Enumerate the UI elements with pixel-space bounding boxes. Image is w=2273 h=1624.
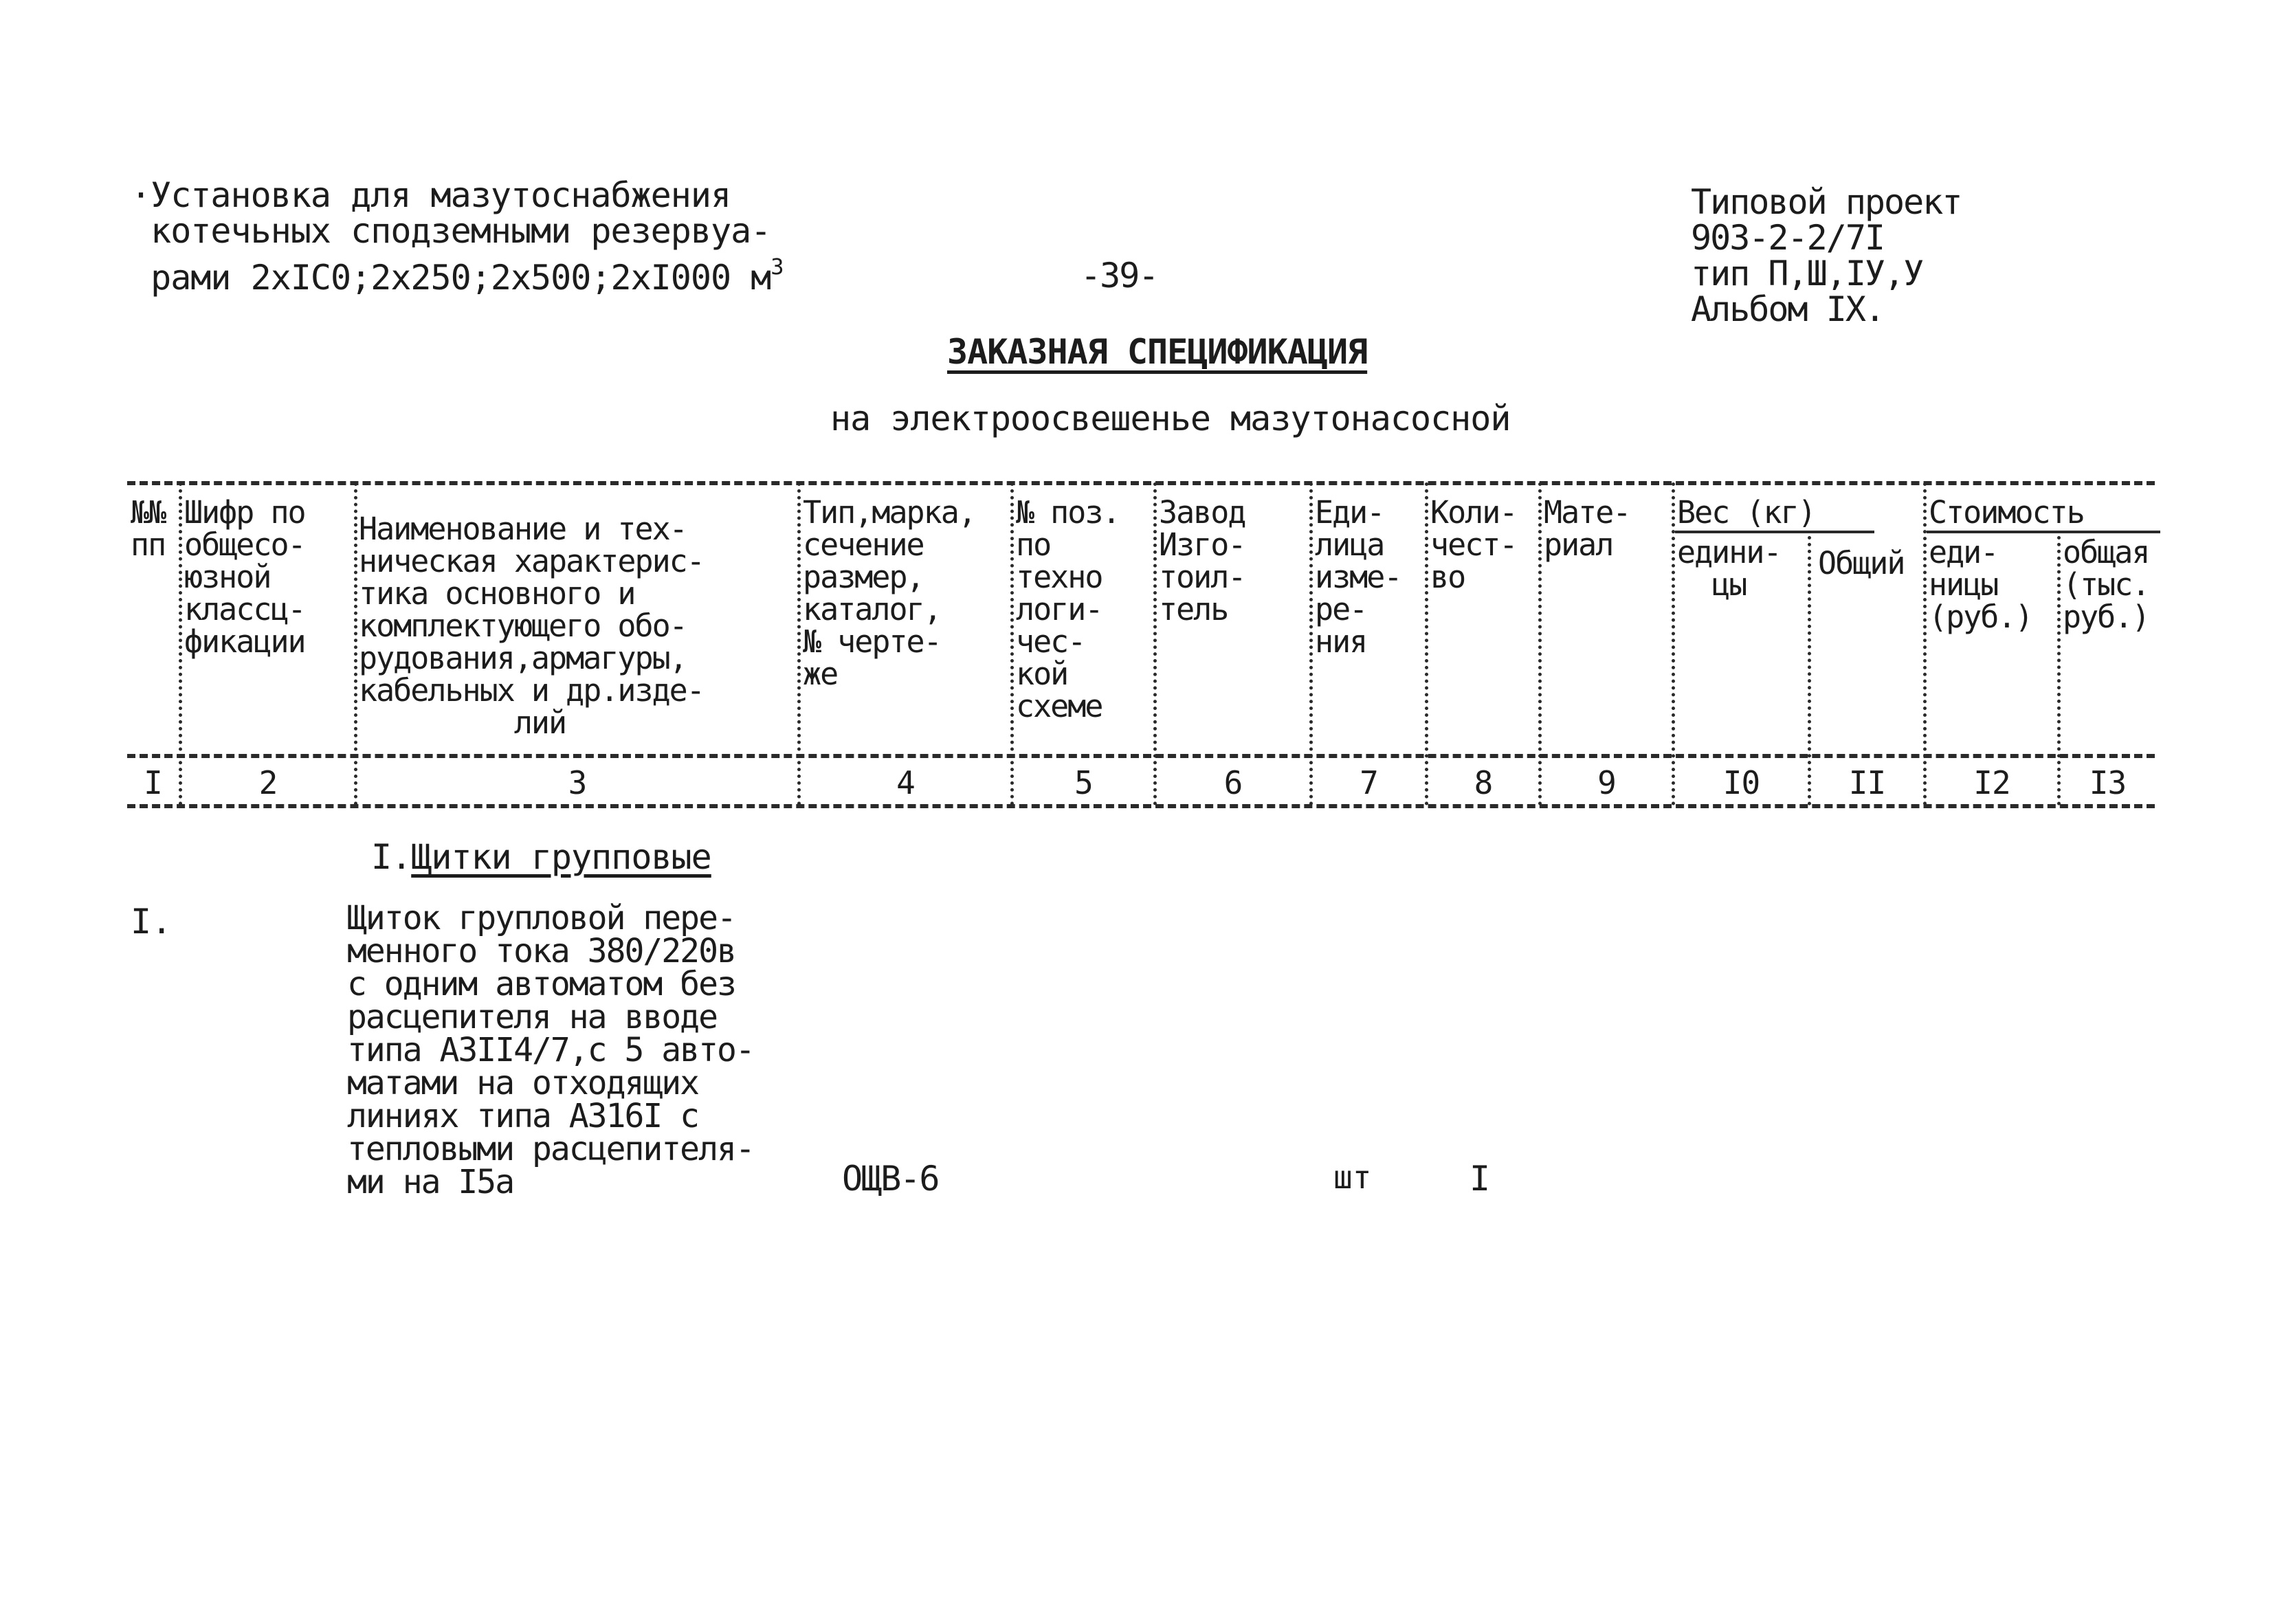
col-separator-2 <box>354 482 357 805</box>
col-separator-9 <box>1672 482 1675 805</box>
header-cost-unit: еди- ницы (руб.) <box>1929 534 2032 635</box>
col-number-4: 4 <box>896 764 915 801</box>
project-description-line2: котечьных сподземными резервуа- <box>131 211 771 251</box>
header-weight-total: Общий <box>1818 545 1905 581</box>
col-number-13: I3 <box>2089 764 2127 801</box>
document-subtitle: на электроосвешенье мазутонасосной <box>830 399 1511 438</box>
header-position: № поз. по техно логи- чес- кой схеме <box>1016 494 1120 724</box>
row-1-number: I. <box>131 902 173 942</box>
project-reference-line3: тип П,Ш,IУ,У <box>1691 254 1923 293</box>
col-number-5: 5 <box>1074 764 1093 801</box>
header-quantity: Коли- чест- во <box>1430 494 1517 595</box>
col-number-6: 6 <box>1223 764 1243 801</box>
header-weight-group: Вес (кг) <box>1677 494 1815 531</box>
document-title: ЗАКАЗНАЯ СПЕЦИФИКАЦИЯ <box>947 332 1368 372</box>
row-1-type: ОЩВ-6 <box>842 1159 939 1199</box>
table-col-numbers-rule <box>127 804 2155 808</box>
col-number-3: 3 <box>568 764 587 801</box>
col-number-7: 7 <box>1360 764 1378 801</box>
section-heading <box>371 837 711 877</box>
cost-group-underline <box>1927 531 2160 533</box>
table-header-bottom-rule <box>127 754 2155 758</box>
header-unit: Еди- лица изме- ре- ния <box>1315 494 1401 660</box>
header-manufacturer: Завод Изго- тоил- тель <box>1159 494 1245 627</box>
page-number: -39- <box>1080 256 1158 296</box>
col-separator-7 <box>1425 482 1428 805</box>
project-description-line3: рами 2хIС0;2х250;2х500;2хI000 м <box>131 258 771 298</box>
section-title: Щитки групповые <box>411 837 711 877</box>
project-reference-line1: Типовой проект <box>1691 182 1962 222</box>
col-separator-8 <box>1538 482 1542 805</box>
col-separator-11 <box>1923 482 1927 805</box>
col-number-1: I <box>144 764 162 801</box>
header-material: Мате- риал <box>1544 494 1630 563</box>
header-number: №№ пп <box>131 494 166 563</box>
col-number-2: 2 <box>258 764 278 801</box>
superscript-cubic: 3 <box>770 254 784 280</box>
col-separator-3 <box>797 482 801 805</box>
header-type-mark: Тип,марка, сечение размер, каталог, № черте- же <box>803 494 975 692</box>
col-number-10: I0 <box>1722 764 1760 801</box>
project-reference-line2: 903-2-2/7I <box>1691 218 1885 258</box>
table-top-rule <box>127 481 2155 485</box>
project-description-line1: ·Установка для мазутоснабжения <box>131 175 731 215</box>
section-number: I. <box>371 837 412 877</box>
col-separator-6 <box>1309 482 1313 805</box>
header-cost-group: Стоимость <box>1929 494 2084 531</box>
project-reference-line4: Альбом IX. <box>1691 289 1885 329</box>
col-number-12: I2 <box>1973 764 2010 801</box>
header-cost-total: общая (тыс. руб.) <box>2063 534 2149 635</box>
row-1-name: Щиток групловой пере- менного тока 380/220в с одним автоматом без расцепителя на вводе типа А3II4/7,с 5 авто- матами на отходящих линиях типа А316I с тепловыми расцепителя- ми на I5а <box>347 899 754 1201</box>
header-classification-code: Шифр по общесо- юзной классц- фикации <box>184 494 305 660</box>
project-description <box>131 177 784 296</box>
row-1-quantity: I <box>1470 1159 1491 1199</box>
col-number-11: II <box>1848 764 1886 801</box>
project-reference <box>1691 184 1961 327</box>
row-1-unit: шт <box>1333 1159 1372 1196</box>
col-number-8: 8 <box>1474 764 1493 801</box>
col-separator-1 <box>179 482 182 805</box>
header-name: Наименование и тех- ническая характерис- тика основного и комплектующего обо- рудования,армагуры, кабельных и др.изде- лий <box>359 511 704 741</box>
header-weight-unit: едини- цы <box>1677 534 1781 603</box>
weight-group-underline <box>1675 531 1874 533</box>
col-separator-4 <box>1010 482 1014 805</box>
col-number-9: 9 <box>1597 764 1616 801</box>
col-separator-5 <box>1153 482 1157 805</box>
